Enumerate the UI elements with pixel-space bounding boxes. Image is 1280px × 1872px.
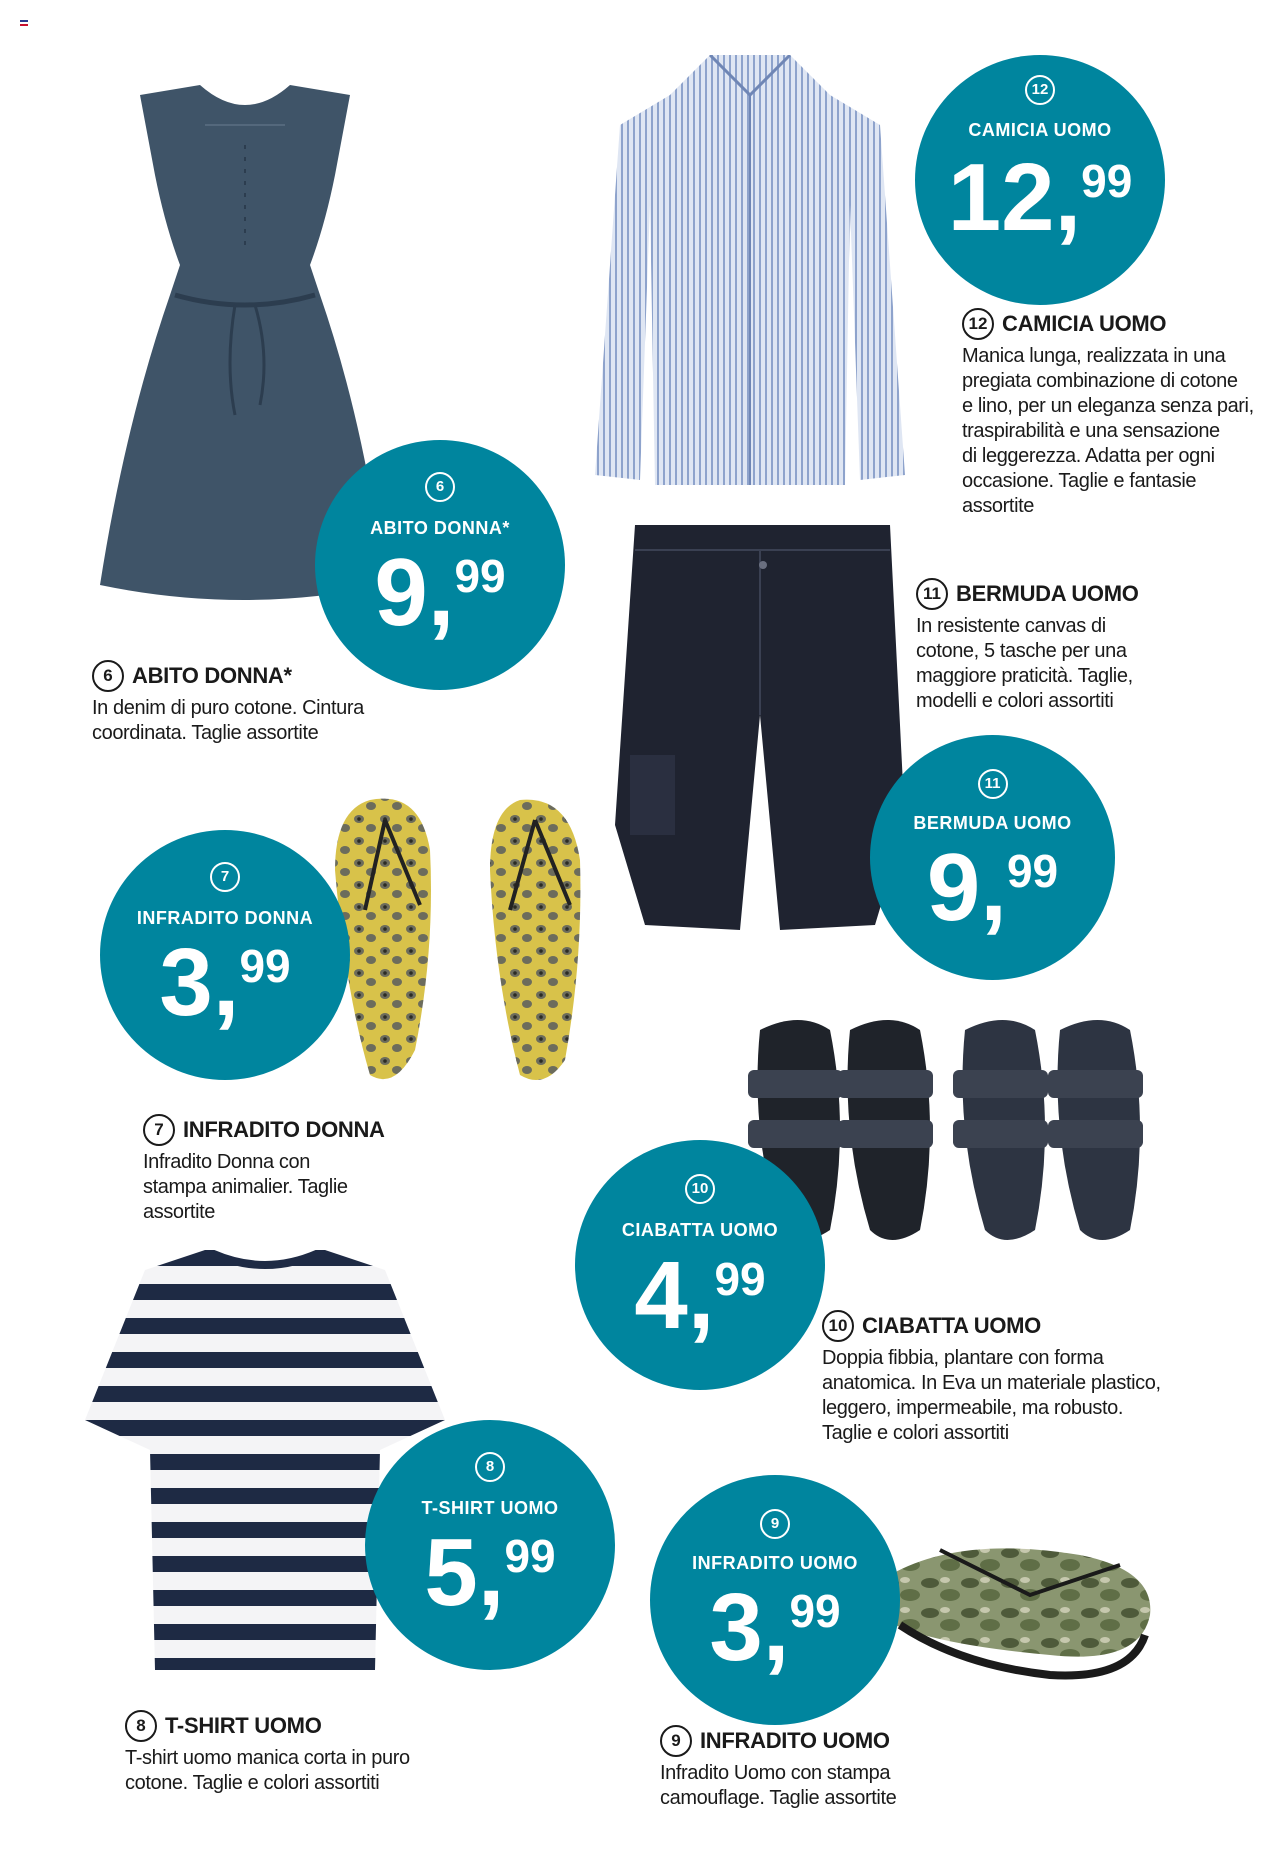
product-title: INFRADITO UOMO: [700, 1728, 890, 1753]
badge-number: 7: [210, 862, 240, 892]
product-number: 6: [92, 660, 124, 692]
description-line: e lino, per un eleganza senza pari,: [962, 395, 1254, 417]
description-line: modelli e colori assortiti: [916, 690, 1114, 712]
description-line: anatomica. In Eva un materiale plastico,: [822, 1372, 1161, 1394]
flag-icon: [20, 20, 28, 26]
description-line: Infradito Donna con: [143, 1151, 310, 1173]
product-description-tshirt: [125, 1710, 465, 1796]
badge-number: 9: [760, 1509, 790, 1539]
description-line: assortite: [143, 1201, 215, 1223]
product-number: 8: [125, 1710, 157, 1742]
price-badge-infradito-donna: [100, 830, 350, 1080]
product-title: ABITO DONNA*: [132, 663, 292, 688]
product-title: CAMICIA UOMO: [1002, 311, 1167, 336]
badge-price: 12,99: [947, 144, 1133, 251]
description-line: coordinata. Taglie assortite: [92, 722, 319, 744]
description-line: In denim di puro cotone. Cintura: [92, 697, 364, 719]
badge-label: T-SHIRT UOMO: [421, 1498, 559, 1518]
description-line: Taglie e colori assortiti: [822, 1422, 1009, 1444]
flip-flops-leopard-image: [325, 790, 595, 1090]
product-number: 11: [916, 578, 948, 610]
description-line: pregiata combinazione di cotone: [962, 370, 1238, 392]
bermuda-image: [615, 525, 905, 935]
badge-label: CAMICIA UOMO: [968, 120, 1112, 140]
badge-number: 10: [685, 1174, 715, 1204]
description-line: occasione. Taglie e fantasie: [962, 470, 1197, 492]
description-line: traspirabilità e una sensazione: [962, 420, 1220, 442]
product-title: T-SHIRT UOMO: [165, 1713, 322, 1738]
badge-number: 6: [425, 472, 455, 502]
badge-number: 11: [978, 769, 1008, 799]
product-description-infradito-donna: [143, 1114, 443, 1225]
badge-price: 9,99: [374, 539, 506, 646]
badge-price: 3,99: [159, 929, 291, 1036]
badge-label: BERMUDA UOMO: [913, 813, 1072, 833]
description-line: cotone, 5 tasche per una: [916, 640, 1127, 662]
badge-price: 9,99: [926, 834, 1059, 941]
product-description-camicia: [962, 308, 1272, 519]
badge-label: CIABATTA UOMO: [621, 1220, 779, 1240]
product-title: CIABATTA UOMO: [862, 1313, 1041, 1338]
price-badge-infradito-uomo: [650, 1475, 900, 1725]
badge-number: 8: [475, 1452, 505, 1482]
badge-label: INFRADITO DONNA: [136, 908, 314, 928]
description-line: leggero, impermeabile, ma robusto.: [822, 1397, 1123, 1419]
description-line: di leggerezza. Adatta per ogni: [962, 445, 1215, 467]
price-badge-bermuda: [870, 735, 1115, 980]
description-line: cotone. Taglie e colori assortiti: [125, 1772, 380, 1794]
description-line: stampa animalier. Taglie: [143, 1176, 348, 1198]
product-description-infradito-uomo: [660, 1725, 980, 1811]
product-number: 12: [962, 308, 994, 340]
price-badge-tshirt: [365, 1420, 615, 1670]
badge-number: 12: [1025, 75, 1055, 105]
product-number: 7: [143, 1114, 175, 1146]
price-badge-abito: [315, 440, 565, 690]
product-description-ciabatta: [822, 1310, 1222, 1446]
description-line: In resistente canvas di: [916, 615, 1106, 637]
product-title: BERMUDA UOMO: [956, 581, 1139, 606]
description-line: assortite: [962, 495, 1034, 517]
description-line: camouflage. Taglie assortite: [660, 1787, 897, 1809]
description-line: Infradito Uomo con stampa: [660, 1762, 891, 1784]
product-description-bermuda: [916, 578, 1216, 714]
product-number: 10: [822, 1310, 854, 1342]
badge-price: 5,99: [424, 1519, 556, 1626]
description-line: maggiore praticità. Taglie,: [916, 665, 1133, 687]
product-title: INFRADITO DONNA: [183, 1117, 385, 1142]
description-line: T-shirt uomo manica corta in puro: [125, 1747, 410, 1769]
description-line: Manica lunga, realizzata in una: [962, 345, 1226, 367]
description-line: Doppia fibbia, plantare con forma: [822, 1347, 1104, 1369]
price-badge-camicia: [915, 55, 1165, 305]
product-number: 9: [660, 1725, 692, 1757]
badge-price: 3,99: [709, 1574, 841, 1681]
price-badge-ciabatta: [575, 1140, 825, 1390]
badge-label: INFRADITO UOMO: [692, 1553, 858, 1573]
shirt-image: [585, 55, 915, 495]
product-description-abito: [92, 660, 432, 746]
badge-price: 4,99: [634, 1242, 766, 1349]
badge-label: ABITO DONNA*: [370, 518, 510, 538]
flip-flops-camo-image: [880, 1515, 1160, 1685]
